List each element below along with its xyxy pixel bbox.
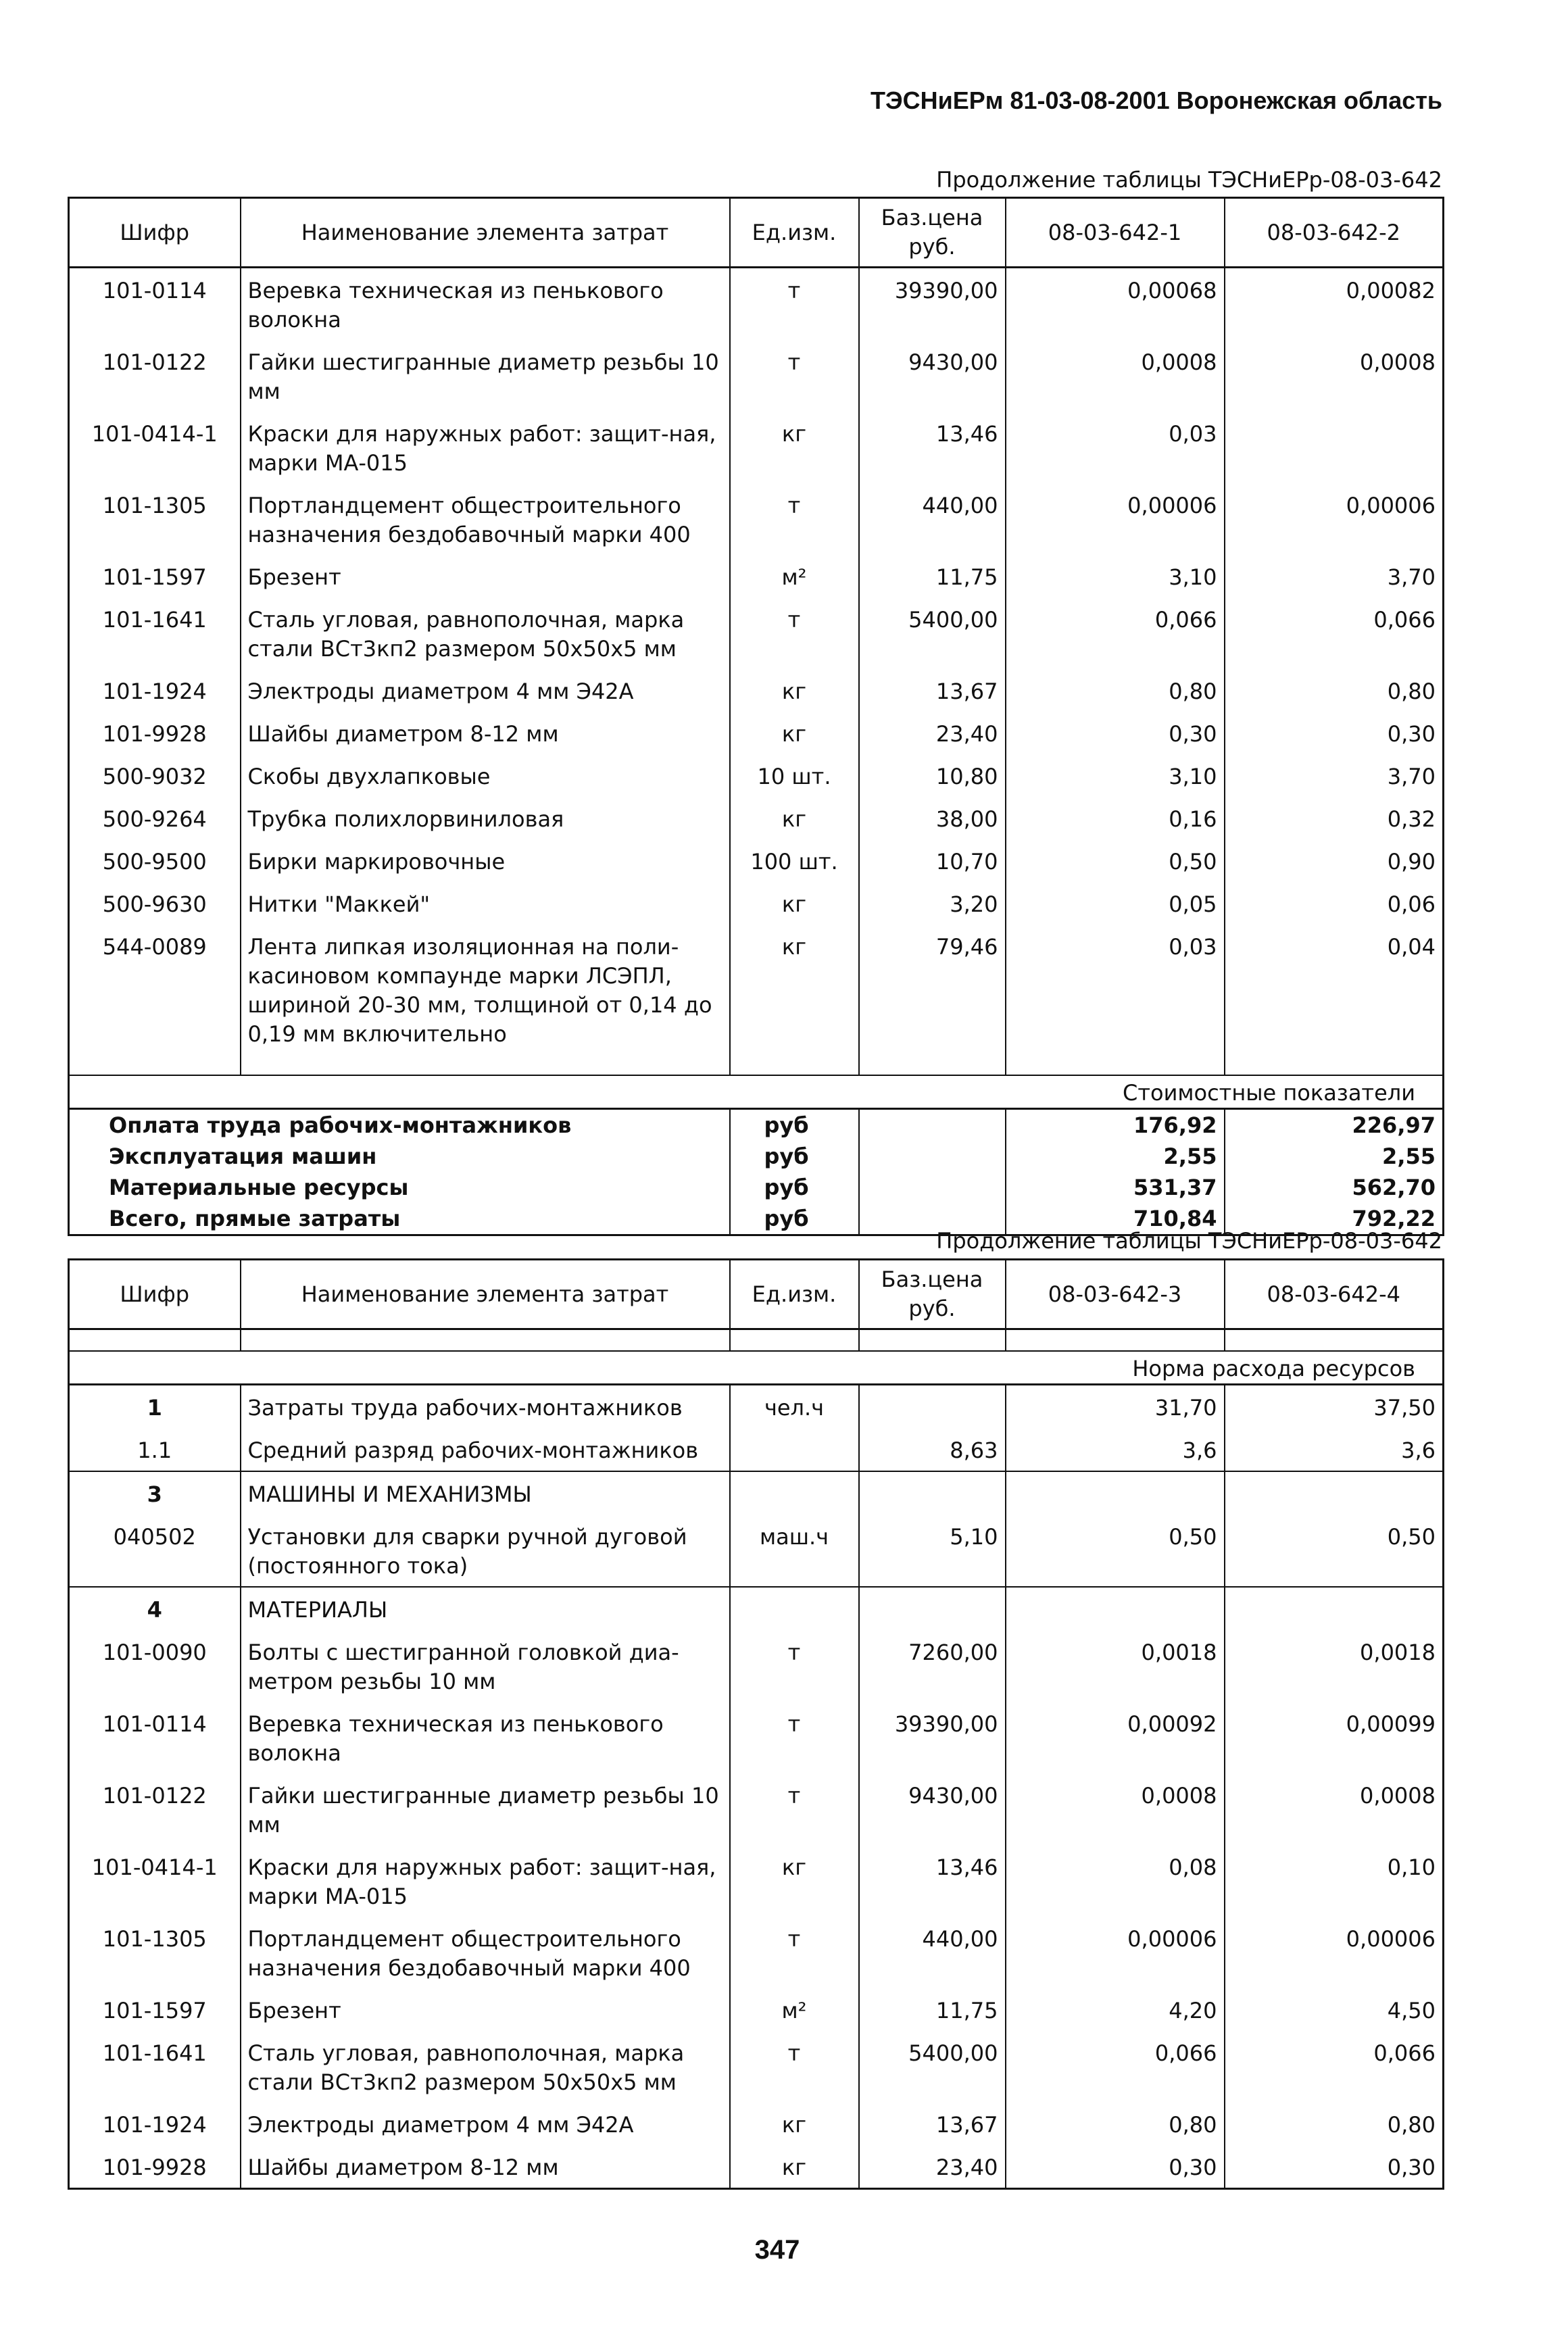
row-value-1: 0,30 <box>1006 2145 1225 2189</box>
table-row <box>69 412 1444 483</box>
row-unit: т <box>730 1630 859 1702</box>
row-code: 101-0114 <box>69 268 241 341</box>
row-value-1: 0,00006 <box>1006 1917 1225 1988</box>
row-price <box>859 1587 1006 1630</box>
row-price: 79,46 <box>859 925 1006 1054</box>
row-unit: т <box>730 1917 859 1988</box>
table-row <box>69 1428 1444 1471</box>
row-price: 5400,00 <box>859 2031 1006 2103</box>
table-row <box>69 839 1444 882</box>
total-value-2: 2,55 <box>1225 1141 1444 1172</box>
row-unit: кг <box>730 882 859 925</box>
table-2-caption: Продолжение таблицы ТЭСНиЕРр-08-03-642 <box>936 1228 1442 1254</box>
row-unit: т <box>730 2031 859 2103</box>
row-code: 500-9630 <box>69 882 241 925</box>
row-value-1: 4,20 <box>1006 1988 1225 2031</box>
total-row <box>69 1172 1444 1203</box>
column-header: Баз.цена руб. <box>859 1260 1006 1329</box>
table-row <box>69 669 1444 712</box>
column-header: 08-03-642-3 <box>1006 1260 1225 1329</box>
row-value-2: 0,06 <box>1225 882 1444 925</box>
total-empty-cell <box>859 1109 1006 1141</box>
table-row <box>69 2103 1444 2145</box>
row-name: Портландцемент общестроительного назначения бездобавочный марки 400 <box>241 1917 730 1988</box>
row-value-1: 31,70 <box>1006 1385 1225 1429</box>
row-value-1: 0,0018 <box>1006 1630 1225 1702</box>
row-name: МАТЕРИАЛЫ <box>241 1587 730 1630</box>
totals-body <box>69 1109 1444 1235</box>
row-value-2: 0,00006 <box>1225 1917 1444 1988</box>
row-code: 101-1641 <box>69 597 241 669</box>
row-code: 101-1597 <box>69 555 241 597</box>
row-price: 10,80 <box>859 754 1006 797</box>
row-value-2: 3,70 <box>1225 754 1444 797</box>
row-value-1: 0,16 <box>1006 797 1225 839</box>
row-price: 440,00 <box>859 1917 1006 1988</box>
row-value-1: 0,0008 <box>1006 1773 1225 1845</box>
row-code: 101-0122 <box>69 1773 241 1845</box>
total-label: Эксплуатация машин <box>69 1141 730 1172</box>
row-name: Нитки "Маккей" <box>241 882 730 925</box>
row-value-2: 0,90 <box>1225 839 1444 882</box>
table-row <box>69 882 1444 925</box>
row-unit: т <box>730 597 859 669</box>
total-value-1: 176,92 <box>1006 1109 1225 1141</box>
resource-table-2 <box>68 1258 1444 2190</box>
row-unit: кг <box>730 2103 859 2145</box>
row-code: 101-0114 <box>69 1702 241 1773</box>
row-name: Скобы двухлапковые <box>241 754 730 797</box>
row-price <box>859 1385 1006 1429</box>
row-name: Краски для наружных работ: защит-ная, марки МА-015 <box>241 412 730 483</box>
row-price: 23,40 <box>859 2145 1006 2189</box>
row-unit: чел.ч <box>730 1385 859 1429</box>
row-unit: кг <box>730 797 859 839</box>
total-value-1: 2,55 <box>1006 1141 1225 1172</box>
row-value-2: 0,00006 <box>1225 483 1444 555</box>
row-value-2: 0,066 <box>1225 597 1444 669</box>
table-row <box>69 483 1444 555</box>
total-value-2: 792,22 <box>1225 1203 1444 1235</box>
row-unit: 10 шт. <box>730 754 859 797</box>
row-code: 101-1641 <box>69 2031 241 2103</box>
row-name: Брезент <box>241 555 730 597</box>
row-value-2: 0,30 <box>1225 712 1444 754</box>
row-code: 101-1597 <box>69 1988 241 2031</box>
row-value-1: 0,03 <box>1006 412 1225 483</box>
table-row <box>69 1845 1444 1917</box>
row-unit: 100 шт. <box>730 839 859 882</box>
row-price: 5,10 <box>859 1515 1006 1587</box>
row-unit: кг <box>730 712 859 754</box>
row-unit: т <box>730 1702 859 1773</box>
row-code: 101-1305 <box>69 483 241 555</box>
row-code: 101-0414-1 <box>69 1845 241 1917</box>
document-header: ТЭСНиЕРм 81-03-08-2001 Воронежская область <box>871 87 1442 114</box>
row-unit: кг <box>730 2145 859 2189</box>
total-label: Всего, прямые затраты <box>69 1203 730 1235</box>
row-unit: кг <box>730 669 859 712</box>
total-row <box>69 1141 1444 1172</box>
row-unit: т <box>730 1773 859 1845</box>
row-name: Трубка полихлорвиниловая <box>241 797 730 839</box>
row-value-2: 0,50 <box>1225 1515 1444 1587</box>
row-name: Гайки шестигранные диаметр резьбы 10 мм <box>241 340 730 412</box>
column-header: Наименование элемента затрат <box>241 1260 730 1329</box>
row-value-2: 0,0008 <box>1225 340 1444 412</box>
table-row <box>69 754 1444 797</box>
row-code: 500-9264 <box>69 797 241 839</box>
total-label: Оплата труда рабочих-монтажников <box>69 1109 730 1141</box>
row-name: Шайбы диаметром 8-12 мм <box>241 712 730 754</box>
row-price: 11,75 <box>859 555 1006 597</box>
row-code: 101-9928 <box>69 712 241 754</box>
row-price: 5400,00 <box>859 597 1006 669</box>
row-name: Веревка техническая из пенькового волокна <box>241 1702 730 1773</box>
row-value-1: 3,6 <box>1006 1428 1225 1471</box>
row-value-1: 0,00068 <box>1006 268 1225 341</box>
row-value-1: 0,50 <box>1006 1515 1225 1587</box>
row-unit: т <box>730 483 859 555</box>
row-unit: кг <box>730 1845 859 1917</box>
column-header: Баз.цена руб. <box>859 198 1006 268</box>
table-row <box>69 2031 1444 2103</box>
row-code: 500-9032 <box>69 754 241 797</box>
row-unit: т <box>730 268 859 341</box>
table-row <box>69 2145 1444 2189</box>
row-value-1: 0,066 <box>1006 597 1225 669</box>
row-value-2: 0,066 <box>1225 2031 1444 2103</box>
row-code: 101-0090 <box>69 1630 241 1702</box>
row-name: Шайбы диаметром 8-12 мм <box>241 2145 730 2189</box>
table-row <box>69 597 1444 669</box>
row-name: Затраты труда рабочих-монтажников <box>241 1385 730 1429</box>
row-value-2: 37,50 <box>1225 1385 1444 1429</box>
row-value-2: 0,00099 <box>1225 1702 1444 1773</box>
row-code: 4 <box>69 1587 241 1630</box>
row-value-1: 0,80 <box>1006 669 1225 712</box>
row-value-2: 3,70 <box>1225 555 1444 597</box>
row-unit: т <box>730 340 859 412</box>
row-price: 39390,00 <box>859 1702 1006 1773</box>
table-row <box>69 712 1444 754</box>
row-name: Электроды диаметром 4 мм Э42А <box>241 669 730 712</box>
column-header: Ед.изм. <box>730 198 859 268</box>
table-row <box>69 1702 1444 1773</box>
table-row <box>69 925 1444 1054</box>
row-unit: кг <box>730 412 859 483</box>
column-header: 08-03-642-2 <box>1225 198 1444 268</box>
row-unit <box>730 1587 859 1630</box>
row-value-2: 3,6 <box>1225 1428 1444 1471</box>
total-label: Материальные ресурсы <box>69 1172 730 1203</box>
row-price: 11,75 <box>859 1988 1006 2031</box>
row-code: 101-1305 <box>69 1917 241 1988</box>
table-row <box>69 1773 1444 1845</box>
row-value-1: 0,30 <box>1006 712 1225 754</box>
row-name: Болты с шестигранной головкой диа-метром резьбы 10 мм <box>241 1630 730 1702</box>
row-price: 440,00 <box>859 483 1006 555</box>
row-code: 1.1 <box>69 1428 241 1471</box>
row-value-1 <box>1006 1471 1225 1515</box>
row-price: 13,46 <box>859 412 1006 483</box>
row-name: Портландцемент общестроительного назначения бездобавочный марки 400 <box>241 483 730 555</box>
row-name: Брезент <box>241 1988 730 2031</box>
row-price: 10,70 <box>859 839 1006 882</box>
total-value-1: 710,84 <box>1006 1203 1225 1235</box>
row-code: 500-9500 <box>69 839 241 882</box>
row-value-2: 0,32 <box>1225 797 1444 839</box>
row-price: 13,67 <box>859 2103 1006 2145</box>
band-label: Норма расхода ресурсов <box>69 1351 1444 1385</box>
total-value-2: 226,97 <box>1225 1109 1444 1141</box>
row-code: 3 <box>69 1471 241 1515</box>
row-value-1: 3,10 <box>1006 754 1225 797</box>
row-name: Гайки шестигранные диаметр резьбы 10 мм <box>241 1773 730 1845</box>
page-number: 347 <box>754 2235 800 2265</box>
row-unit <box>730 1428 859 1471</box>
row-code: 101-0122 <box>69 340 241 412</box>
column-header: Шифр <box>69 198 241 268</box>
row-value-1: 0,0008 <box>1006 340 1225 412</box>
row-value-2: 0,04 <box>1225 925 1444 1054</box>
resource-table-1 <box>68 197 1444 1236</box>
table-header-row <box>69 198 1444 268</box>
row-price: 8,63 <box>859 1428 1006 1471</box>
row-code: 101-0414-1 <box>69 412 241 483</box>
row-price: 9430,00 <box>859 340 1006 412</box>
row-price: 13,67 <box>859 669 1006 712</box>
table-row <box>69 1630 1444 1702</box>
row-code: 1 <box>69 1385 241 1429</box>
row-code: 101-9928 <box>69 2145 241 2189</box>
row-value-2: 0,10 <box>1225 1845 1444 1917</box>
row-price: 3,20 <box>859 882 1006 925</box>
table-row <box>69 1988 1444 2031</box>
total-unit: руб <box>730 1141 859 1172</box>
row-value-1: 3,10 <box>1006 555 1225 597</box>
row-value-1: 0,50 <box>1006 839 1225 882</box>
row-unit <box>730 1471 859 1515</box>
row-value-2 <box>1225 1471 1444 1515</box>
table-1-caption: Продолжение таблицы ТЭСНиЕРр-08-03-642 <box>936 167 1442 193</box>
table-row <box>69 1515 1444 1587</box>
row-name: Сталь угловая, равнополочная, марка стали ВСт3кп2 размером 50х50х5 мм <box>241 597 730 669</box>
table-row <box>69 1587 1444 1630</box>
total-empty-cell <box>859 1172 1006 1203</box>
row-price: 39390,00 <box>859 268 1006 341</box>
row-code: 101-1924 <box>69 2103 241 2145</box>
total-row <box>69 1109 1444 1141</box>
row-value-1: 0,05 <box>1006 882 1225 925</box>
row-name: МАШИНЫ И МЕХАНИЗМЫ <box>241 1471 730 1515</box>
table-row <box>69 268 1444 341</box>
row-unit: маш.ч <box>730 1515 859 1587</box>
table-row <box>69 555 1444 597</box>
table-row <box>69 1471 1444 1515</box>
table-1-body <box>69 268 1444 1055</box>
row-code: 544-0089 <box>69 925 241 1054</box>
total-value-1: 531,37 <box>1006 1172 1225 1203</box>
row-name: Сталь угловая, равнополочная, марка стали ВСт3кп2 размером 50х50х5 мм <box>241 2031 730 2103</box>
table-row <box>69 797 1444 839</box>
total-unit: руб <box>730 1203 859 1235</box>
row-value-2: 0,80 <box>1225 2103 1444 2145</box>
total-unit: руб <box>730 1172 859 1203</box>
total-unit: руб <box>730 1109 859 1141</box>
row-value-2: 0,0008 <box>1225 1773 1444 1845</box>
row-value-1: 0,03 <box>1006 925 1225 1054</box>
row-value-2: 0,00082 <box>1225 268 1444 341</box>
row-unit: кг <box>730 925 859 1054</box>
row-name: Установки для сварки ручной дуговой (постоянного тока) <box>241 1515 730 1587</box>
row-unit: м² <box>730 555 859 597</box>
band-row <box>69 1351 1444 1385</box>
row-price <box>859 1471 1006 1515</box>
table-2-body <box>69 1385 1444 2189</box>
row-name: Электроды диаметром 4 мм Э42А <box>241 2103 730 2145</box>
row-value-2 <box>1225 412 1444 483</box>
row-price: 38,00 <box>859 797 1006 839</box>
row-value-1: 0,066 <box>1006 2031 1225 2103</box>
row-value-2: 0,0018 <box>1225 1630 1444 1702</box>
row-price: 7260,00 <box>859 1630 1006 1702</box>
column-header: Ед.изм. <box>730 1260 859 1329</box>
row-name: Бирки маркировочные <box>241 839 730 882</box>
row-name: Краски для наружных работ: защит-ная, марки МА-015 <box>241 1845 730 1917</box>
row-value-2: 0,30 <box>1225 2145 1444 2189</box>
row-name: Веревка техническая из пенькового волокна <box>241 268 730 341</box>
band-label: Стоимостные показатели <box>69 1075 1444 1109</box>
band-row <box>69 1075 1444 1109</box>
total-value-2: 562,70 <box>1225 1172 1444 1203</box>
row-value-1: 0,80 <box>1006 2103 1225 2145</box>
row-value-1: 0,00006 <box>1006 483 1225 555</box>
total-empty-cell <box>859 1141 1006 1172</box>
column-header: 08-03-642-1 <box>1006 198 1225 268</box>
row-value-1: 0,00092 <box>1006 1702 1225 1773</box>
row-price: 13,46 <box>859 1845 1006 1917</box>
row-name: Средний разряд рабочих-монтажников <box>241 1428 730 1471</box>
table-row <box>69 340 1444 412</box>
column-header: 08-03-642-4 <box>1225 1260 1444 1329</box>
row-value-1: 0,08 <box>1006 1845 1225 1917</box>
table-row <box>69 1385 1444 1429</box>
table-row <box>69 1917 1444 1988</box>
row-code: 101-1924 <box>69 669 241 712</box>
table-header-row <box>69 1260 1444 1329</box>
row-code: 040502 <box>69 1515 241 1587</box>
row-price: 23,40 <box>859 712 1006 754</box>
row-price: 9430,00 <box>859 1773 1006 1845</box>
column-header: Наименование элемента затрат <box>241 198 730 268</box>
row-value-2: 0,80 <box>1225 669 1444 712</box>
row-value-1 <box>1006 1587 1225 1630</box>
row-unit: м² <box>730 1988 859 2031</box>
row-value-2 <box>1225 1587 1444 1630</box>
column-header: Шифр <box>69 1260 241 1329</box>
row-name: Лента липкая изоляционная на поли-касиновом компаунде марки ЛСЭПЛ, шириной 20-30 мм, толщиной от 0,14 до 0,19 мм включительно <box>241 925 730 1054</box>
row-value-2: 4,50 <box>1225 1988 1444 2031</box>
